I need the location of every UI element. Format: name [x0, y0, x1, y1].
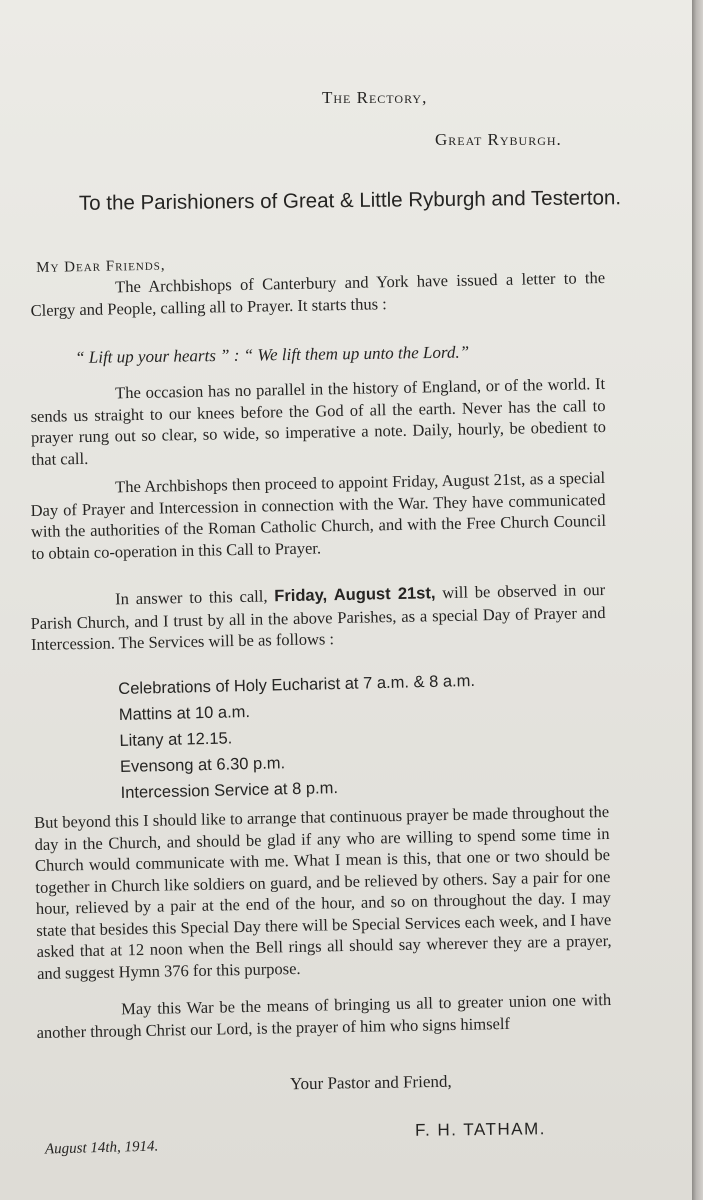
service-holy-eucharist: Celebrations of Holy Eucharist at 7 a.m. & 8 a.m. — [118, 671, 476, 698]
page-edge-shadow — [692, 0, 703, 1200]
letter-date: August 14th, 1914. — [44, 1138, 159, 1158]
service-intercession: Intercession Service at 8 p.m. — [120, 779, 339, 802]
paragraph-archbishops-letter: The Archbishops of Canterbury and York have issued a letter to the Clergy and People, calling all to Prayer. It starts thus : — [30, 267, 606, 320]
service-evensong: Evensong at 6.30 p.m. — [119, 754, 286, 776]
service-mattins: Mattins at 10 a.m. — [118, 703, 251, 724]
paragraph-day-of-prayer: The Archbishops then proceed to appoint Friday, August 21st, as a special Day of Prayer and Intercession in connection with the War. They have communicated with the authorities of the Roman Catholic Church, and with the Free Church Council to obtain co-operation in this Call to Prayer. — [30, 467, 607, 563]
closing-phrase: Your Pastor and Friend, — [289, 1071, 452, 1094]
services-list — [118, 664, 641, 806]
header-location: Great Ryburgh. — [435, 130, 562, 149]
paragraph-services-intro-start: In answer to this call, — [115, 586, 275, 609]
paragraph-closing-prayer: May this War be the means of bringing us all to greater union one with another through Christ our Lord, is the prayer of him who signs himself — [36, 989, 612, 1042]
service-litany: Litany at 12.15. — [119, 729, 233, 750]
signature: F. H. TATHAM. — [414, 1119, 547, 1140]
paragraph-services-intro — [30, 579, 606, 656]
salutation: My Dear Friends, — [36, 257, 166, 276]
paragraph-continuous-prayer: But beyond this I should like to arrange that continuous prayer be made throughout the day in the Church, and should be glad if any who are willing to spend some time in Church would communicate with me. What I mean is this, that one or two should be together in Church like soldiers on guard, and be relieved by others. Say a pair for one hour, relieved by a pair at the end of the hour, and so on throughout the day. I may state that besides this Special Day there will be Special Services each week, and I have asked that at 12 noon when the Bell rings all should say wherever they are a prayer, and suggest Hymn 376 for this purpose. — [34, 801, 612, 983]
paragraph-occasion: The occasion has no parallel in the history of England, or of the world. It sends us straight to our knees before the God of all the earth. Never has the call to prayer rung out so clear, so wide, so imperative a note. Daily, hourly, be obedient to that call. — [30, 373, 607, 469]
quote-lift-up-hearts: “ Lift up your hearts ” : “ We lift them up unto the Lord.” — [75, 342, 470, 367]
date-friday-august-21: Friday, August 21st, — [274, 584, 436, 606]
letter-title: To the Parishioners of Great & Little Ryburgh and Testerton. — [78, 186, 622, 215]
paragraph-services-intro-end: will be observed in our Parish Church, and I trust by all in the above Parishes, as a special Day of Prayer and Intercession. The Services will be as follows : — [30, 579, 606, 654]
header-rectory: The Rectory, — [322, 88, 428, 107]
